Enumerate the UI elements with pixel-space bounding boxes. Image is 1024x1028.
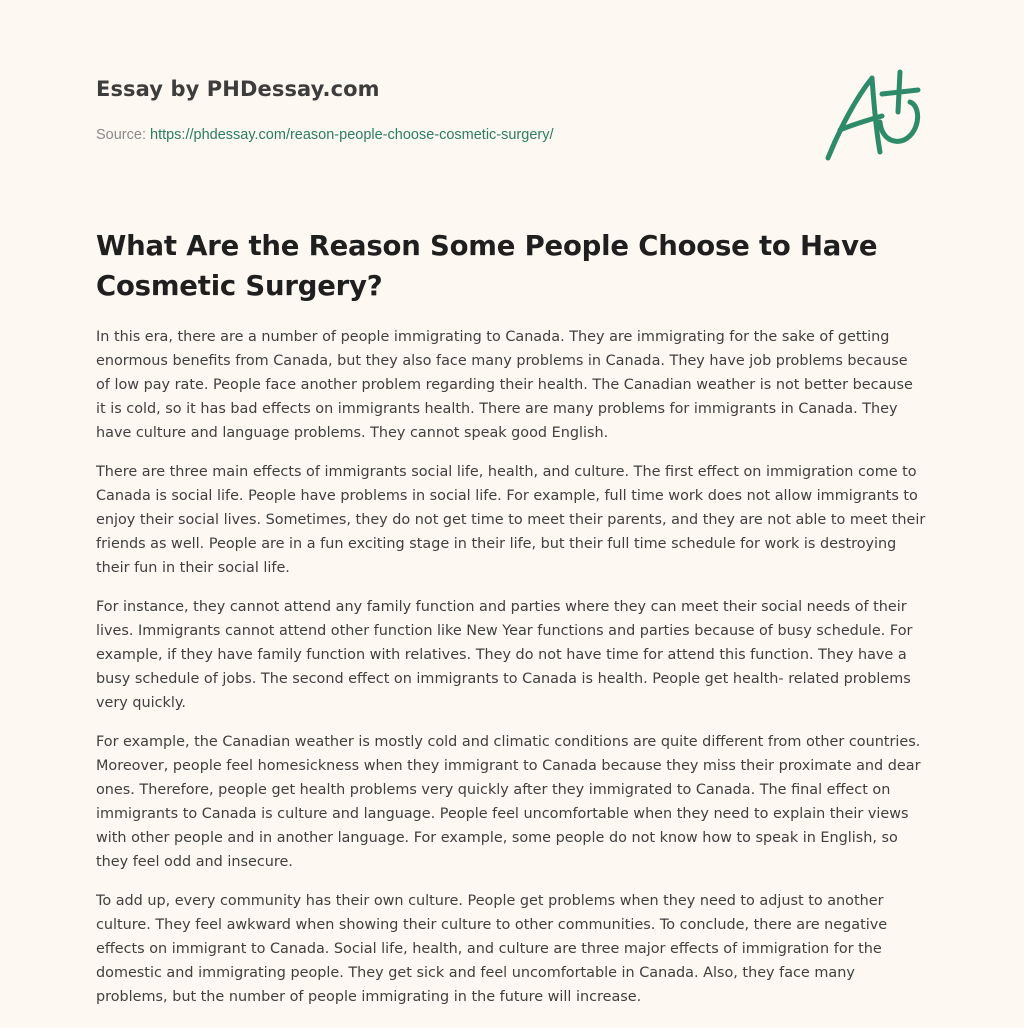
essay-paragraph: To add up, every community has their own culture. People get problems when they need to adjust to another culture. They feel awkward when showing their culture to other communities. To conclude, there are negative effects on immigrant to Canada. Social life, health, and culture are three major effects of immigration for the domestic and immigrating people. They get sick and feel uncomfortable in Canada. Also, they face many problems, but the number of people immigrating in the future will increase. [96,893,888,1005]
essay-paragraph: For instance, they cannot attend any family function and parties where they can meet their social needs of their lives. Immigrants cannot attend other function like New Year functions and parties because of busy schedule. For example, if they have family function with relatives. They do not have time for attend this function. They have a busy schedule of jobs. The second effect on immigrants to Canada is health. People get health- related problems very quickly. [96,599,913,711]
source-line [96,125,796,145]
brand-title: Essay by PHDessay.com [96,77,380,101]
essay-paragraph: There are three main effects of immigrants social life, health, and culture. The first effect on immigration come to Canada is social life. People have problems in social life. For example, full time work does not allow immigrants to enjoy their social lives. Sometimes, they do not get time to meet their parents, and they are not able to meet their friends as well. People are in a fun exciting stage in their life, but their full time schedule for work is destroying their fun in their social life. [96,464,926,576]
essay-title: What Are the Reason Some People Choose to Have Cosmetic Surgery? [96,230,878,302]
essay-paragraph: For example, the Canadian weather is mostly cold and climatic conditions are quite different from other countries. Moreover, people feel homesickness when they immigrant to Canada because they miss their proximate and dear ones. Therefore, people get health problems very quickly after they immigrated to Canada. The final effect on immigrants to Canada is culture and language. People feel uncomfortable when they need to explain their views with other people and in another language. For example, some people do not know how to speak in English, so they feel odd and insecure. [96,734,921,870]
essay-body [96,325,926,1024]
source-link[interactable]: https://phdessay.com/reason-people-choose-cosmetic-surgery/ [150,127,554,143]
source-label: Source: [96,127,150,143]
essay-paragraph: In this era, there are a number of people immigrating to Canada. They are immigrating for the sake of getting enormous benefits from Canada, but they also face many problems in Canada. They have job problems because of low pay rate. People face another problem regarding their health. The Canadian weather is not better because it is cold, so it has bad effects on immigrants health. There are many problems for immigrants in Canada. They have culture and language problems. They cannot speak good English. [96,329,913,441]
essay-header [96,74,796,145]
a-plus-grade-icon [818,66,928,164]
